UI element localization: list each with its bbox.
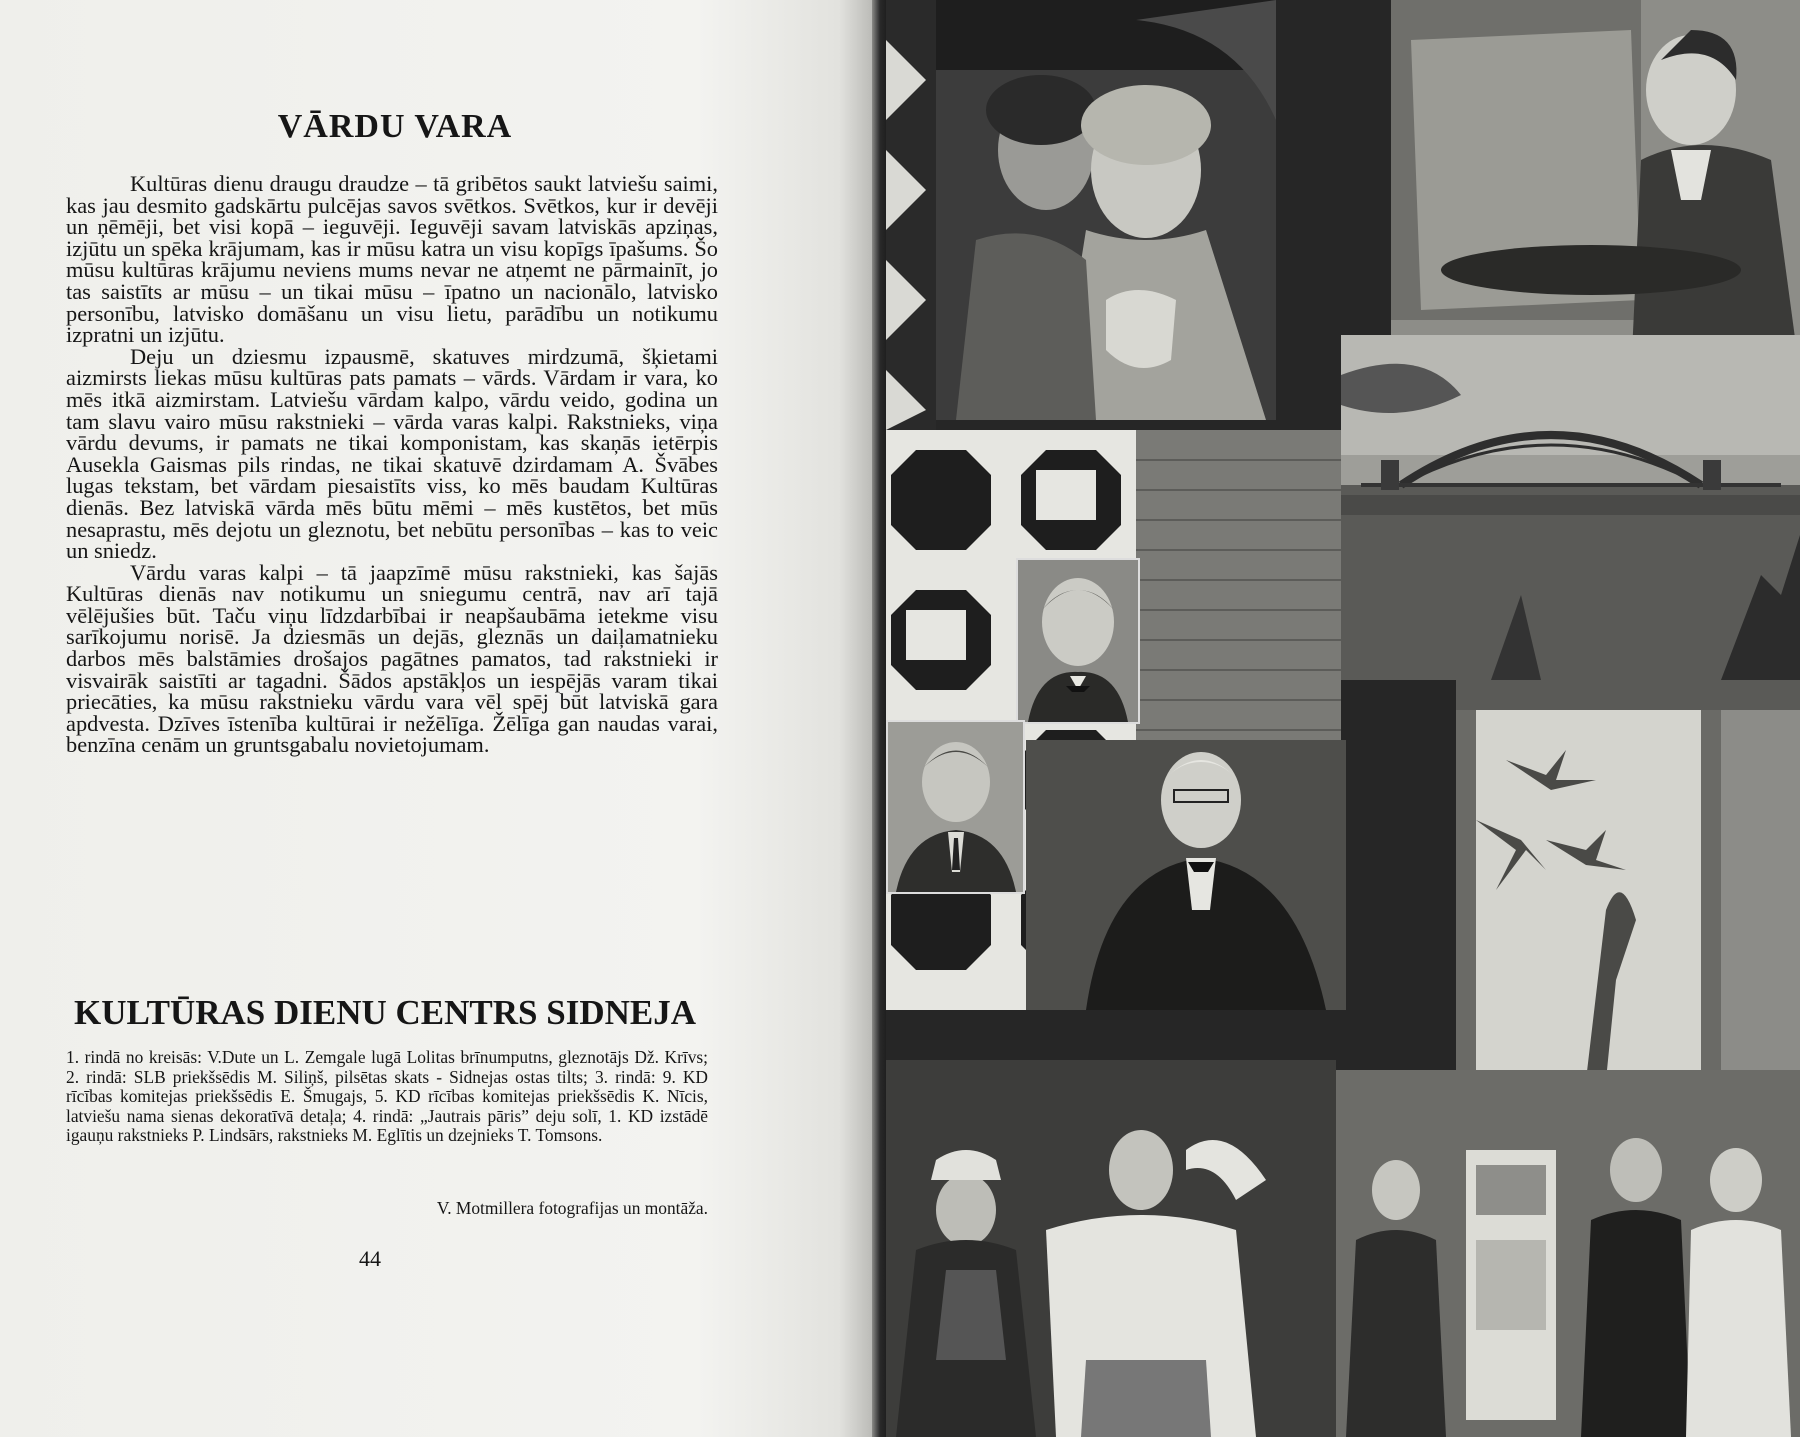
photo-montage (886, 0, 1800, 1437)
paragraph-1: Kultūras dienu draugu draudze – tā gribētos saukt latviešu saimi, kas jau desmito gadskārtu pulcējas savos svētkos. Svētkos, kur ir devēji un ņēmēji, bet visi kopā – ieguvēji. Ieguvēji savam latviskās apziņas, izjūtu un spēka krājumam, kas ir mūsu katra un visu kopīgs īpašums. Šo mūsu kultūras krājumu neviens mums nevar ne atņemt ne pārmainīt, jo tas saistīts ar mūsu – un tikai mūsu – īpatno un nacionālo, latvisko personību, latvisko domāšanu un visu lietu, parādību un notikumu izpratni un izjūtu. (66, 171, 718, 348)
photo-sydney-harbour-bridge (1341, 335, 1800, 680)
decorative-wall-strip (886, 0, 936, 430)
article-body (66, 173, 718, 756)
photo-caption: 1. rindā no kreisās: V.Dute un L. Zemgale lugā Lolitas brīnumputns, gleznotājs Dž. Krīvs; 2. rindā: SLB priekšsēdis M. Siliņš, pilsētas skats - Sidnejas ostas tilts; 3. rindā: 9. KD rīcības komitejas priekšsēdis E. Šmugajs, 5. KD rīcības komitejas priekšsēdis K. Nīcis, latviešu nama sienas dekoratīvā detaļa; 4. rindā: „Jautrais pāris” deju solī, 1. KD izstādē igauņu rakstnieks P. Lindsārs, rakstnieks M. Eglītis un dzejnieks T. Tomsons. (66, 1047, 708, 1146)
photo-exhibition (1336, 1070, 1800, 1437)
section-title: KULTŪRAS DIENU CENTRS SIDNEJA (73, 993, 697, 1032)
paragraph-2: Deju un dziesmu izpausmē, skatuves mirdzumā, šķietami aizmirsts liekas mūsu kultūras pats pamats – vārds. Vārdam ir vara, ko mēs itkā aizmirstam. Latviešu vārdam kalpo, vārdu veido, godina un tam slavu vairo mūsu rakstnieki – vārda varas kalpi. Rakstnieks, viņa vārdu devums, ir pamats ne tikai komponistam, kas skaņās ietērpis Auseklа Gaismas pils rindas, ne tikai skatuvē dzirdamam A. Švābes lugas tekstam, bet vārdam piesaistīts viss, ko mēs baudam Kultūras dienās. Bez latviskā vārda mēs būtu mēmi – mēs kustētos, bet mūs nesaprastu, mēs dejotu un gleznotu, bet nebūtu personības – kas to veic un sniedz. (66, 343, 718, 564)
photo-wall-decoration (1456, 680, 1800, 1080)
photo-actresses (936, 0, 1276, 420)
left-page (0, 0, 874, 1437)
photo-painter (1391, 0, 1800, 375)
page-number: 44 (359, 1246, 381, 1271)
photo-dancing-couple (886, 1060, 1336, 1437)
photo-credit: V. Motmillera fotografijas un montāža. (436, 1198, 708, 1218)
photo-portrait-nicis (1026, 740, 1346, 1010)
paragraph-3: Vārdu varas kalpi – tā jaapzīmē mūsu rakstnieki, kas šajās Kultūras dienās nav notikumu un sniegumu centrā, nav arī tajā vēlējušies būt. Taču viņu līdzdarbībai ir neapšaubāma ietekme visu sarīkojumu norisē. Ja dziesmās un dejās, gleznās un daiļamatnieku darbos mēs balstāmies drošajos pagātnes pamatos, tad rakstnieki ir visvairāk saistīti ar tagadni. Šādos apstākļos un iespējās varam tikai priecāties, ka mūsu rakstnieku vārdu vara vēl spēj būt latviskā gara apdvesta. Dzīves īstenība kultūrai ir nežēlīga. Žēlīga gan naudas varai, benzīna cenām un gruntsgabalu novietojumam. (66, 559, 718, 758)
photo-portrait-smugajs (886, 720, 1025, 894)
article-title: VĀRDU VARA (277, 108, 513, 145)
photo-portrait-silins (1016, 558, 1140, 724)
